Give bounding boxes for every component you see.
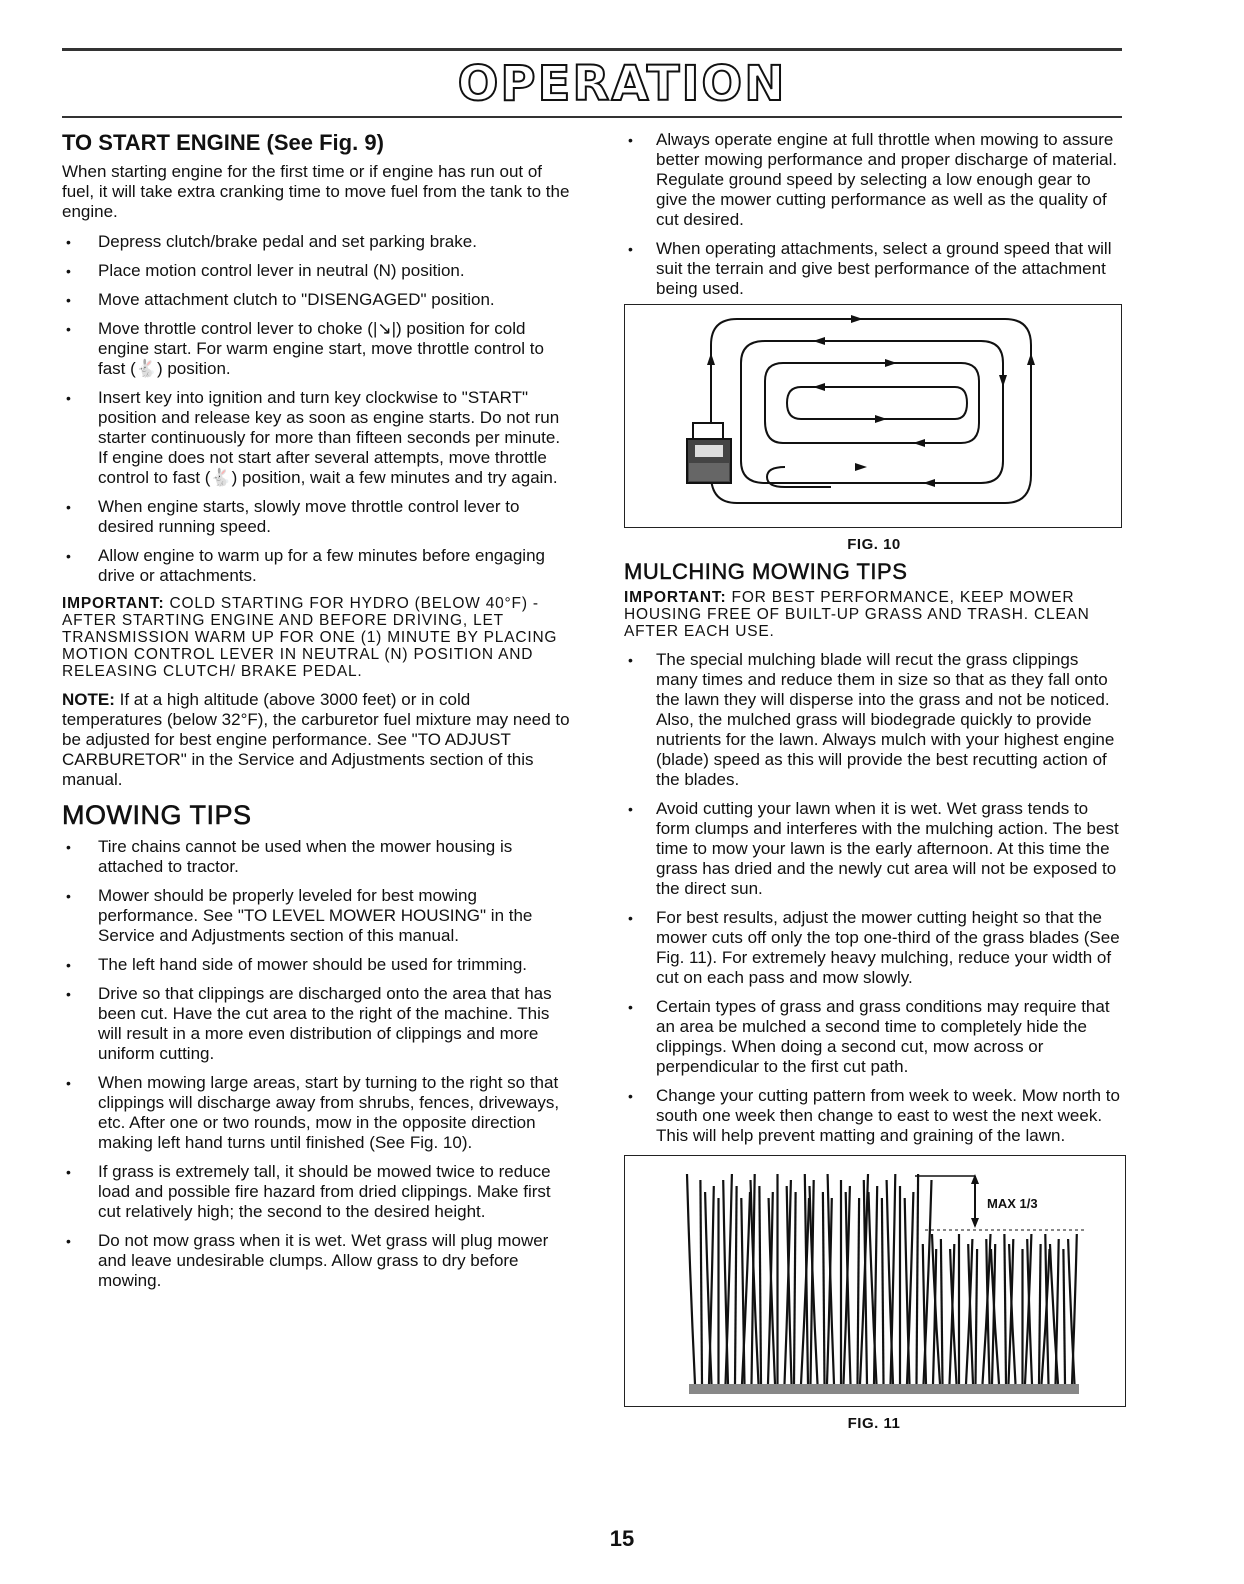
grass-blade [735, 1186, 737, 1384]
throttle-tips-list [624, 130, 1124, 299]
grass-blade [882, 1198, 884, 1384]
grass-blade [759, 1186, 761, 1384]
max-cut-label: MAX 1/3 [987, 1196, 1038, 1211]
list-item: • Move attachment clutch to "DISENGAGED" position. [62, 290, 574, 310]
grass-blade [794, 1192, 796, 1384]
start-engine-intro: When starting engine for the first time or if engine has run out of fuel, it will take extra cranking time to move fuel from the tank to the engine. [62, 162, 570, 221]
list-item: • Avoid cutting your lawn when it is wet. Wet grass tends to form clumps and interferes with the mulching action. The best time to mow your lawn is the early afternoon. At this time the grass has dried and the newly cut area will not be exposed to the direct sun. [624, 799, 1124, 899]
grass-blade [858, 1198, 860, 1384]
grass-blade [941, 1239, 943, 1384]
list-item: • When operating attachments, select a ground speed that will suit the terrain and give best performance of the attachment being used. [624, 239, 1124, 299]
title-rule [62, 116, 1122, 118]
list-item: • Place motion control lever in neutral (N) position. [62, 261, 574, 281]
important-text: FOR BEST PERFORMANCE, KEEP MOWER HOUSING FREE OF BUILT-UP GRASS AND TRASH. CLEAN AFTER EACH USE. [624, 589, 1090, 640]
important-label: IMPORTANT: [624, 589, 727, 606]
mulching-heading: MULCHING MOWING TIPS [624, 559, 908, 584]
list-item: • Always operate engine at full throttle when mowing to assure better mowing performance and proper discharge of material. Regulate ground speed by selecting a low enough gear to give the mower cutting performance as well as the quality of cut desired. [624, 130, 1124, 230]
list-item: • Depress clutch/brake pedal and set parking brake. [62, 232, 574, 252]
list-item: • Change your cutting pattern from week to week. Mow north to south one week then change to east to west the next week. This will help prevent matting and graining of the lawn. [624, 1086, 1124, 1146]
grass-blade [1063, 1249, 1065, 1384]
mulching-tips-list [624, 650, 1124, 1146]
list-item: • Move throttle control lever to choke (|↘|) position for cold engine start. For warm engine start, move throttle control to fast (🐇) position. [62, 319, 574, 379]
list-item: • If grass is extremely tall, it should be mowed twice to reduce load and possible fire hazard from dried clippings. Make first cut relatively high; the second to the desired height. [62, 1162, 574, 1222]
grass-cut-diagram [625, 1156, 1125, 1406]
list-item: • Drive so that clippings are discharged onto the area that has been cut. Have the cut area to the right of the machine. This will result in a more even distribution of clippings and more uniform cutting. [62, 984, 574, 1064]
list-item: • When mowing large areas, start by turning to the right so that clippings will discharge away from shrubs, fences, driveways, etc. After one or two rounds, mow in the opposite direction making left hand turns until finished (See Fig. 10). [62, 1073, 574, 1153]
list-item: • The special mulching blade will recut the grass clippings many times and reduce them in size so that as they fall onto the lawn they will disperse into the grass and not be noticed. Also, the mulched grass will biodegrade quickly to provide nutrients for the lawn. Always mulch with your highest engine (blade) speed as this will provide the best recutting action of the blades. [624, 650, 1124, 790]
grass-blade [823, 1192, 825, 1384]
mowing-tips-list [62, 837, 574, 1291]
mowing-pattern-diagram [625, 305, 1121, 527]
page-title: OPERATION [457, 56, 787, 112]
grass-blade [687, 1174, 695, 1384]
grass-blade [1045, 1234, 1048, 1384]
list-item: • Tire chains cannot be used when the mower housing is attached to tractor. [62, 837, 574, 877]
important-mulching [624, 589, 1124, 640]
top-rule [62, 48, 1122, 51]
left-column [62, 130, 574, 1300]
note-text: If at a high altitude (above 3000 feet) or in cold temperatures (below 32°F), the carburetor fuel mixture may need to be adjusted for best engine performance. See "TO ADJUST CARBURETOR" in the Service and Adjustments section of this manual. [62, 690, 570, 789]
list-item: • When engine starts, slowly move throttle control lever to desired running speed. [62, 497, 574, 537]
list-item: • Certain types of grass and grass conditions may require that an area be mulched a second time to completely hide the clippings. When doing a second cut, mow across or perpendicular to the first cut path. [624, 997, 1124, 1077]
fig10-caption: FIG. 10 [847, 536, 901, 553]
mowing-tips-heading: MOWING TIPS [62, 800, 252, 830]
grass-blade [700, 1180, 702, 1384]
page-number: 15 [609, 1526, 635, 1551]
fig11-caption: FIG. 11 [847, 1415, 901, 1432]
start-engine-heading: TO START ENGINE (See Fig. 9) [62, 130, 384, 155]
list-item: • Allow engine to warm up for a few minutes before engaging drive or attachments. [62, 546, 574, 586]
grass-blade [976, 1249, 978, 1384]
important-cold-start [62, 595, 574, 680]
list-item: • The left hand side of mower should be used for trimming. [62, 955, 574, 975]
fig11-grass-height [624, 1155, 1126, 1407]
important-text: COLD STARTING FOR HYDRO (BELOW 40°F) - AFTER STARTING ENGINE AND BEFORE DRIVING, LET TRANSMISSION WARM UP FOR ONE (1) MINUTE BY PLACING MOTION CONTROL LEVER IN NEUTRAL (N) POSITION AND RELEASING CLUTCH/ BRAKE PEDAL. [62, 595, 558, 680]
grass-blade [917, 1174, 919, 1384]
list-item: • Mower should be properly leveled for best mowing performance. See "TO LEVEL MOWER HOUSING" in the Service and Adjustments section of this manual. [62, 886, 574, 946]
altitude-note [62, 690, 574, 790]
grass-blade [1004, 1234, 1006, 1384]
list-item: • For best results, adjust the mower cutting height so that the mower cuts off only the top one-third of the grass blades (See Fig. 11). For extremely heavy mulching, reduce your width of cut on each pass and mow slowly. [624, 908, 1124, 988]
important-label: IMPORTANT: [62, 595, 165, 612]
list-item: • Insert key into ignition and turn key clockwise to "START" position and release key as soon as engine starts. Do not run starter continuously for more than fifteen seconds per minute. If engine does not start after several attempts, move throttle control to fast (🐇) position, wait a few minutes and try again. [62, 388, 574, 488]
grass-blade [923, 1244, 926, 1384]
note-label: NOTE: [62, 690, 115, 709]
tractor-icon [687, 423, 731, 483]
fig10-mowing-pattern [624, 304, 1122, 528]
start-engine-list [62, 232, 574, 586]
right-column [624, 130, 1124, 1436]
grass-blade [1039, 1244, 1041, 1384]
list-item: • Do not mow grass when it is wet. Wet grass will plug mower and leave undesirable clumps. Allow grass to dry before mowing. [62, 1231, 574, 1291]
